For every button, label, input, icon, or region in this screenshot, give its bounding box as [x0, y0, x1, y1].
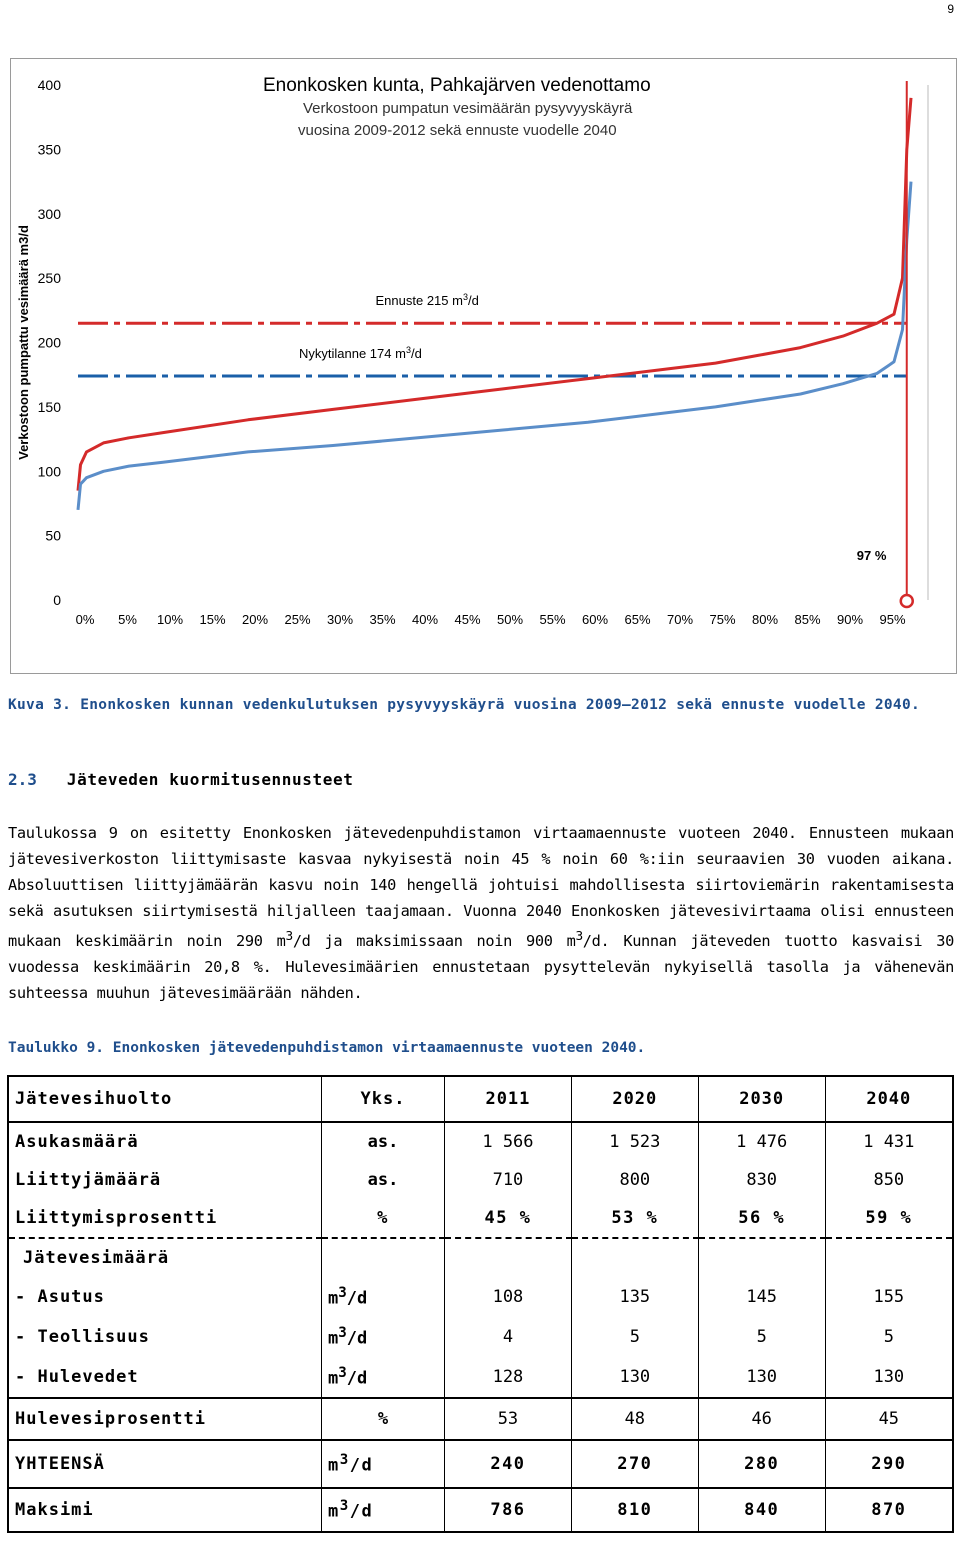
y-tick-label: 50 — [45, 527, 61, 544]
x-tick-label: 25% — [284, 612, 311, 627]
table-cell: 4 — [445, 1317, 572, 1357]
table-row — [8, 1199, 953, 1238]
y-tick-label: 200 — [37, 334, 61, 351]
header-cell: Jätevesihuolto — [8, 1076, 322, 1122]
table-cell: 130 — [698, 1357, 825, 1398]
table-cell: 830 — [698, 1161, 825, 1199]
header-cell: 2030 — [698, 1076, 825, 1122]
unit-superscript: 3 — [285, 929, 293, 944]
header-cell: Yks. — [322, 1076, 445, 1122]
table-subheader-row — [8, 1238, 953, 1277]
header-cell: 2020 — [571, 1076, 698, 1122]
chart-subtitle: Verkostoon pumpatun vesimäärän pysyvyyskäyrä — [303, 100, 633, 117]
body-text-part1: Taulukossa 9 on esitetty Enonkosken jätevedenpuhdistamon virtaamaennuste vuoteen 2040. Ennusteen mukaan jätevesiverkoston liittymisaste kasvaa nykyisestä noin 45 % noin 60 %:iin seuraavien 30 vuoden aikana. Absoluuttisen liittyjämäärän kasvu noin 140 hengellä johtuisi mahdollisesta siirtoviemärin rakentamisesta sekä asutuksen siirtymisestä hiljalleen taajamaan. Vuonna 2040 Enonkosken jätevesivirtaama olisi ennusteen mukaan keskimäärin noin 290 m — [8, 824, 954, 951]
x-tick-label: 50% — [496, 612, 524, 627]
table-cell: 280 — [698, 1440, 825, 1488]
reference-line-label: Ennuste 215 $m^3/d$ — [375, 292, 479, 309]
row-unit: as. — [322, 1122, 445, 1161]
subheader-label: Jätevesimäärä — [8, 1238, 322, 1277]
marker-point — [901, 595, 913, 607]
header-cell: 2011 — [445, 1076, 572, 1122]
table-cell: 290 — [825, 1440, 953, 1488]
table-cell: 56 % — [698, 1199, 825, 1238]
table-header-row — [8, 1076, 953, 1122]
table-row — [8, 1122, 953, 1161]
x-tick-label: 90% — [836, 612, 864, 627]
x-tick-label: 85% — [794, 612, 821, 627]
x-tick-label: 75% — [709, 612, 736, 627]
table-cell: 270 — [571, 1440, 698, 1488]
y-tick-label: 100 — [37, 463, 61, 480]
row-label: - Teollisuus — [8, 1317, 322, 1357]
row-label: - Asutus — [8, 1277, 322, 1317]
row-label: YHTEENSÄ — [8, 1440, 322, 1488]
x-tick-label: 5% — [118, 612, 137, 627]
table-cell: 240 — [445, 1440, 572, 1488]
table-cell: 155 — [825, 1277, 953, 1317]
x-tick-label: 30% — [326, 612, 354, 627]
table-cell: 135 — [571, 1277, 698, 1317]
row-unit: as. — [322, 1161, 445, 1199]
x-tick-label: 20% — [241, 612, 269, 627]
row-unit: $m^3/d$ — [322, 1277, 445, 1317]
chart-title: Enonkosken kunta, Pahkajärven vedenottamo — [263, 75, 651, 96]
row-label: Hulevesiprosentti — [8, 1398, 322, 1440]
x-tick-label: 10% — [156, 612, 184, 627]
x-tick-label: 95% — [879, 612, 906, 627]
body-text-part3: /d. Kunnan jäteveden tuotto kasvaisi 30 vuodessa keskimäärin 20,8 %. Hulevesimäärien ennustetaan pysyttelevän nykyisellä tasolla ja vähenevän suhteessa muuhun jätevesimäärään nähden. — [8, 932, 954, 1003]
table-cell: 1 566 — [445, 1122, 572, 1161]
table-cell: 45 — [825, 1398, 953, 1440]
x-tick-label: 65% — [624, 612, 651, 627]
table-row — [8, 1398, 953, 1440]
x-tick-label: 70% — [666, 612, 694, 627]
unit-superscript: 3 — [575, 929, 583, 944]
table-cell: 59 % — [825, 1199, 953, 1238]
table-cell: 1 431 — [825, 1122, 953, 1161]
table-max-row — [8, 1488, 953, 1532]
table-cell: 850 — [825, 1161, 953, 1199]
table-cell: 1 523 — [571, 1122, 698, 1161]
x-tick-label: 40% — [411, 612, 439, 627]
x-tick-label: 35% — [369, 612, 396, 627]
section-number: 2.3 — [8, 770, 37, 789]
row-label: - Hulevedet — [8, 1357, 322, 1398]
series-line-1 — [78, 182, 911, 510]
table-cell: 1 476 — [698, 1122, 825, 1161]
body-text-part2: /d ja maksimissaan noin 900 m — [292, 932, 576, 951]
table-cell: 130 — [825, 1357, 953, 1398]
table-cell: 145 — [698, 1277, 825, 1317]
table-row — [8, 1161, 953, 1199]
table-cell: 48 — [571, 1398, 698, 1440]
table-cell: 870 — [825, 1488, 953, 1532]
table-cell: 130 — [571, 1357, 698, 1398]
table-cell: 45 % — [445, 1199, 572, 1238]
y-tick-label: 0 — [53, 592, 61, 608]
row-unit: $m^3/d$ — [322, 1488, 445, 1532]
y-tick-label: 250 — [37, 270, 61, 287]
row-unit: $m^3/d$ — [322, 1357, 445, 1398]
row-label: Maksimi — [8, 1488, 322, 1532]
table-cell: 786 — [445, 1488, 572, 1532]
x-tick-label: 15% — [199, 612, 226, 627]
row-unit: $m^3/d$ — [322, 1317, 445, 1357]
table-row — [8, 1357, 953, 1398]
y-tick-label: 150 — [37, 398, 61, 415]
x-tick-label: 60% — [581, 612, 609, 627]
marker-label: 97 % — [856, 548, 887, 563]
table-cell: 108 — [445, 1277, 572, 1317]
section-heading — [8, 770, 353, 789]
x-tick-label: 80% — [751, 612, 779, 627]
reference-line-label: Nykytilanne 174 $m^3/d$ — [299, 344, 422, 361]
table-total-row — [8, 1440, 953, 1488]
table-cell: 53 % — [571, 1199, 698, 1238]
header-cell: 2040 — [825, 1076, 953, 1122]
table-caption: Taulukko 9. Enonkosken jätevedenpuhdistamon virtaamaennuste vuoteen 2040. — [8, 1040, 646, 1056]
page-number: 9 — [947, 2, 954, 16]
figure-caption: Kuva 3. Enonkosken kunnan vedenkulutuksen pysyvyyskäyrä vuosina 2009–2012 sekä ennuste vuodelle 2040. — [8, 697, 921, 713]
row-unit: % — [322, 1398, 445, 1440]
table-cell: 5 — [698, 1317, 825, 1357]
row-label: Liittyjämäärä — [8, 1161, 322, 1199]
table-row — [8, 1317, 953, 1357]
y-axis-label: Verkostoon pumpattu vesimäärä m3/d — [16, 225, 31, 460]
chart-subtitle: vuosina 2009-2012 sekä ennuste vuodelle 2040 — [298, 122, 617, 139]
table-cell: 5 — [571, 1317, 698, 1357]
section-title: Jäteveden kuormitusennusteet — [66, 770, 354, 789]
y-tick-label: 300 — [37, 205, 61, 222]
table-cell: 800 — [571, 1161, 698, 1199]
row-unit: $m^3/d$ — [322, 1440, 445, 1488]
table-cell: 840 — [698, 1488, 825, 1532]
row-label: Asukasmäärä — [8, 1122, 322, 1161]
x-tick-label: 45% — [454, 612, 481, 627]
table-cell: 810 — [571, 1488, 698, 1532]
table-cell: 710 — [445, 1161, 572, 1199]
table-cell: 53 — [445, 1398, 572, 1440]
table-cell: 46 — [698, 1398, 825, 1440]
chart-frame — [10, 58, 957, 674]
body-paragraph — [8, 820, 954, 1006]
table-cell: 5 — [825, 1317, 953, 1357]
row-unit: % — [322, 1199, 445, 1238]
flow-forecast-table — [7, 1075, 954, 1533]
x-tick-label: 55% — [539, 612, 566, 627]
duration-curve-chart — [11, 59, 958, 675]
table-cell: 128 — [445, 1357, 572, 1398]
x-tick-label: 0% — [75, 612, 95, 627]
row-label: Liittymisprosentti — [8, 1199, 322, 1238]
y-tick-label: 400 — [37, 77, 61, 93]
y-tick-label: 350 — [37, 141, 61, 158]
table-row — [8, 1277, 953, 1317]
